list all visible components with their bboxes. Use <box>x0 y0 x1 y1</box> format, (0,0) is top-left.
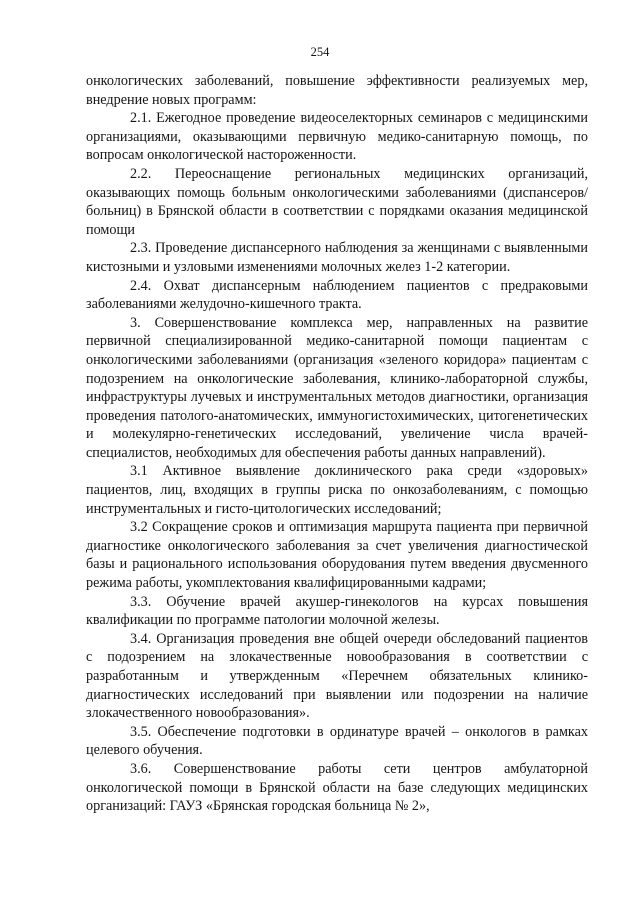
paragraph-continuation: онкологических заболеваний, повышение эффективности реализуемых мер, внедрение новых программ: <box>86 73 588 108</box>
paragraph-3-3: 3.3. Обучение врачей акушер-гинекологов на курсах повышения квалификации по программе патологии молочной железы. <box>86 593 588 629</box>
paragraph-3-2: 3.2 Сокращение сроков и оптимизация маршрута пациента при первичной диагностике онкологического заболевания за счет увеличения диагностической базы и рационального использования оборудования путем введения двусменного режима работы, укомплектования квалифицированными кадрами; <box>86 519 588 592</box>
document-body <box>86 72 588 816</box>
paragraph-3-1: 3.1 Активное выявление доклинического рака среди «здоровых» пациентов, лиц, входящих в группы риска по онкозаболеваниям, с помощью инструментальных и гисто-цитологических исследований; <box>86 463 588 517</box>
paragraph-2-1: 2.1. Ежегодное проведение видеоселекторных семинаров с медицинскими организациями, оказывающими первичную медико-санитарную помощь, по вопросам онкологической настороженности. <box>86 110 588 164</box>
paragraph-2-3: 2.3. Проведение диспансерного наблюдения за женщинами с выявленными кистозными и узловыми изменениями молочных желез 1-2 категории. <box>86 240 588 275</box>
paragraph-2-2: 2.2. Переоснащение региональных медицинских организаций, оказывающих помощь больным онкологическими заболеваниями (диспансеров/больниц) в Брянской области в соответствии с порядками оказания медицинской помощи <box>86 165 588 238</box>
paragraph-3-4: 3.4. Организация проведения вне общей очереди обследований пациентов с подозрением на злокачественные новообразования в соответствии с разработанным и утвержденным «Перечнем обязательных клинико-диагностических исследований при выявлении или подозрении на наличие злокачественного новообразования». <box>86 630 588 722</box>
paragraph-2-4: 2.4. Охват диспансерным наблюдением пациентов с предраковыми заболеваниями желудочно-кишечного тракта. <box>86 277 588 313</box>
paragraph-3: 3. Совершенствование комплекса мер, направленных на развитие первичной специализированной медико-санитарной помощи пациентам с онкологическими заболеваниями (организация «зеленого коридора» пациентам с подозрением на онкологические заболевания, клинико-лабораторной службы, инфраструктуры лучевых и инструментальных методов диагностики, организация проведения патолого-анатомических, иммуногистохимических, цитогенетических и молекулярно-генетических исследований, увеличение числа врачей-специалистов, необходимых для обеспечения работы данных направлений). <box>86 314 588 461</box>
paragraph-3-5: 3.5. Обеспечение подготовки в ординатуре врачей – онкологов в рамках целевого обучения. <box>86 723 588 759</box>
paragraph-3-6: 3.6. Совершенствование работы сети центров амбулаторной онкологической помощи в Брянской области на базе следующих медицинских организаций: ГАУЗ «Брянская городская больница № 2», <box>86 760 588 815</box>
page-number: 254 <box>310 45 330 59</box>
